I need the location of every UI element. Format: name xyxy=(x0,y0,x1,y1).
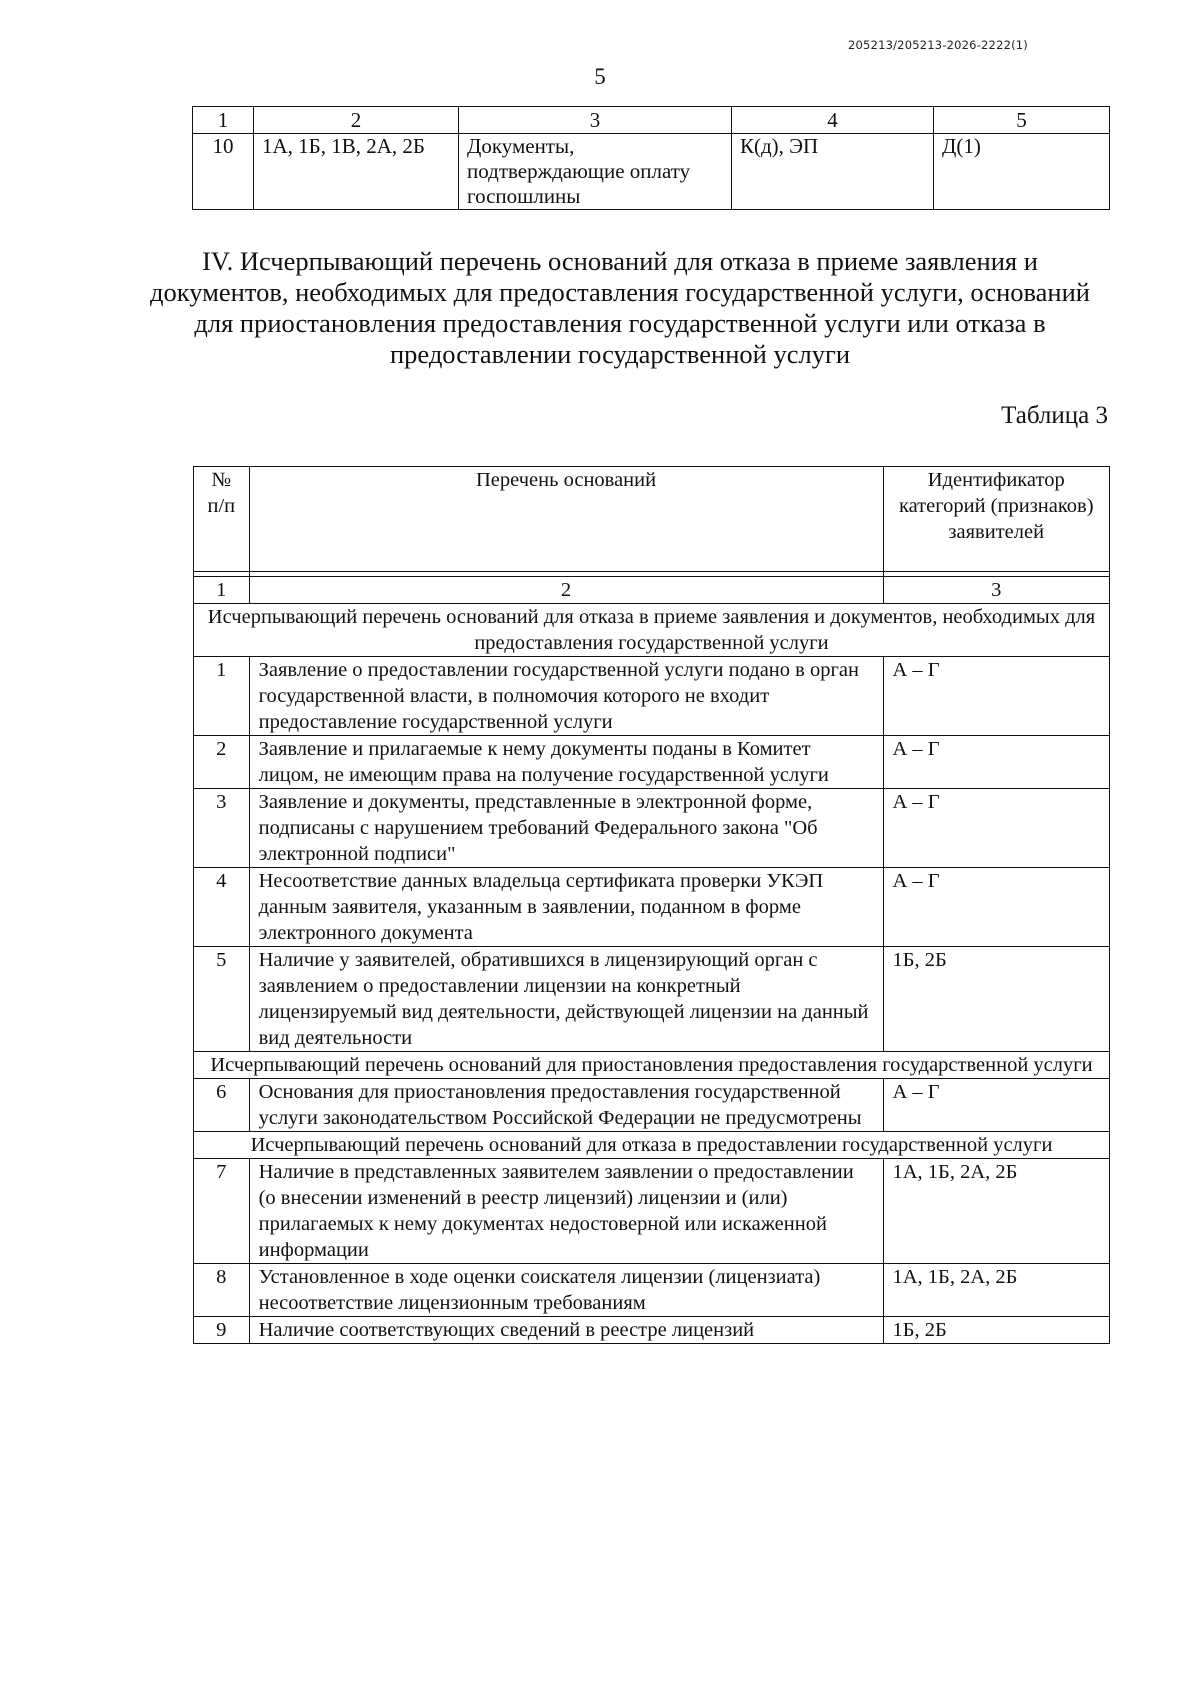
row-ident: 1А, 1Б, 2А, 2Б xyxy=(883,1264,1110,1317)
table-row xyxy=(194,1317,1110,1344)
table-row xyxy=(194,947,1110,1052)
document-cell: Документы, подтверждающие оплату госпошлины xyxy=(459,134,732,210)
document-id: 205213/205213-2026-2222(1) xyxy=(848,38,1028,52)
page-number: 5 xyxy=(594,64,606,89)
row-number: 7 xyxy=(194,1159,250,1264)
row-basis: Установленное в ходе оценки соискателя лицензии (лицензиата) несоответствие лицензионным требованиям xyxy=(249,1264,883,1317)
requirement-cell: Д(1) xyxy=(934,134,1110,210)
col-number: 5 xyxy=(934,107,1110,134)
group-title: Исчерпывающий перечень оснований для отказа в предоставлении государственной услуги xyxy=(194,1132,1110,1159)
row-basis: Наличие соответствующих сведений в реестре лицензий xyxy=(249,1317,883,1344)
row-number: 4 xyxy=(194,868,250,947)
table-header-row xyxy=(194,467,1110,572)
table-row xyxy=(194,736,1110,789)
row-number: 6 xyxy=(194,1079,250,1132)
column-numbers-row xyxy=(194,577,1110,604)
table-row xyxy=(194,868,1110,947)
row-number: 1 xyxy=(194,657,250,736)
col-number: 2 xyxy=(249,577,883,604)
row-basis: Наличие в представленных заявителем заявлении о предоставлении (о внесении изменений в реестр лицензий) лицензии и (или) прилагаемых к нему документах недостоверной или искаженной информации xyxy=(249,1159,883,1264)
row-ident: А – Г xyxy=(883,1079,1110,1132)
table-row xyxy=(194,657,1110,736)
row-ident: А – Г xyxy=(883,657,1110,736)
row-basis: Несоответствие данных владельца сертификата проверки УКЭП данным заявителя, указанным в заявлении, поданном в форме электронного документа xyxy=(249,868,883,947)
table-row xyxy=(194,1079,1110,1132)
row-number: 9 xyxy=(194,1317,250,1344)
table-caption: Таблица 3 xyxy=(1001,402,1108,429)
row-basis: Основания для приостановления предоставления государственной услуги законодательством Российской Федерации не предусмотрены xyxy=(249,1079,883,1132)
table-row xyxy=(193,134,1110,210)
row-ident: 1А, 1Б, 2А, 2Б xyxy=(883,1159,1110,1264)
categories-cell: 1А, 1Б, 1В, 2А, 2Б xyxy=(254,134,459,210)
header-ident: Идентификатор категорий (признаков) заявителей xyxy=(883,467,1110,572)
group-heading xyxy=(194,1052,1110,1079)
col-number: 2 xyxy=(254,107,459,134)
row-ident: А – Г xyxy=(883,868,1110,947)
row-basis: Наличие у заявителей, обратившихся в лицензирующий орган с заявлением о предоставлении лицензии на конкретный лицензируемый вид деятельности, действующей лицензии на данный вид деятельности xyxy=(249,947,883,1052)
form-cell: К(д), ЭП xyxy=(732,134,934,210)
row-number: 5 xyxy=(194,947,250,1052)
header-basis: Перечень оснований xyxy=(249,467,883,572)
col-number: 1 xyxy=(193,107,254,134)
group-heading xyxy=(194,604,1110,657)
table-row xyxy=(194,1159,1110,1264)
row-basis: Заявление и прилагаемые к нему документы поданы в Комитет лицом, не имеющим права на получение государственной услуги xyxy=(249,736,883,789)
group-heading xyxy=(194,1132,1110,1159)
row-ident: 1Б, 2Б xyxy=(883,1317,1110,1344)
row-ident: А – Г xyxy=(883,736,1110,789)
row-number: 8 xyxy=(194,1264,250,1317)
row-number: 2 xyxy=(194,736,250,789)
previous-table-continuation xyxy=(192,106,1110,210)
col-number: 4 xyxy=(732,107,934,134)
table-row xyxy=(194,789,1110,868)
col-number: 3 xyxy=(883,577,1110,604)
group-title: Исчерпывающий перечень оснований для приостановления предоставления государственной услуги xyxy=(194,1052,1110,1079)
row-basis: Заявление и документы, представленные в электронной форме, подписаны с нарушением требований Федерального закона "Об электронной подписи" xyxy=(249,789,883,868)
row-number: 3 xyxy=(194,789,250,868)
table-header-row xyxy=(193,107,1110,134)
row-ident: 1Б, 2Б xyxy=(883,947,1110,1052)
row-number: 10 xyxy=(193,134,254,210)
section-title: IV. Исчерпывающий перечень оснований для отказа в приеме заявления и документов, необходимых для предоставления государственной услуги, оснований для приостановления предоставления государственной услуги или отказа в предоставлении государственной услуги xyxy=(150,246,1090,369)
group-title: Исчерпывающий перечень оснований для отказа в приеме заявления и документов, необходимых для предоставления государственной услуги xyxy=(194,604,1110,657)
row-basis: Заявление о предоставлении государственной услуги подано в орган государственной власти, в полномочия которого не входит предоставление государственной услуги xyxy=(249,657,883,736)
header-num: № п/п xyxy=(194,467,250,572)
grounds-table xyxy=(193,466,1110,1344)
col-number: 1 xyxy=(194,577,250,604)
table-row xyxy=(194,1264,1110,1317)
row-ident: А – Г xyxy=(883,789,1110,868)
col-number: 3 xyxy=(459,107,732,134)
